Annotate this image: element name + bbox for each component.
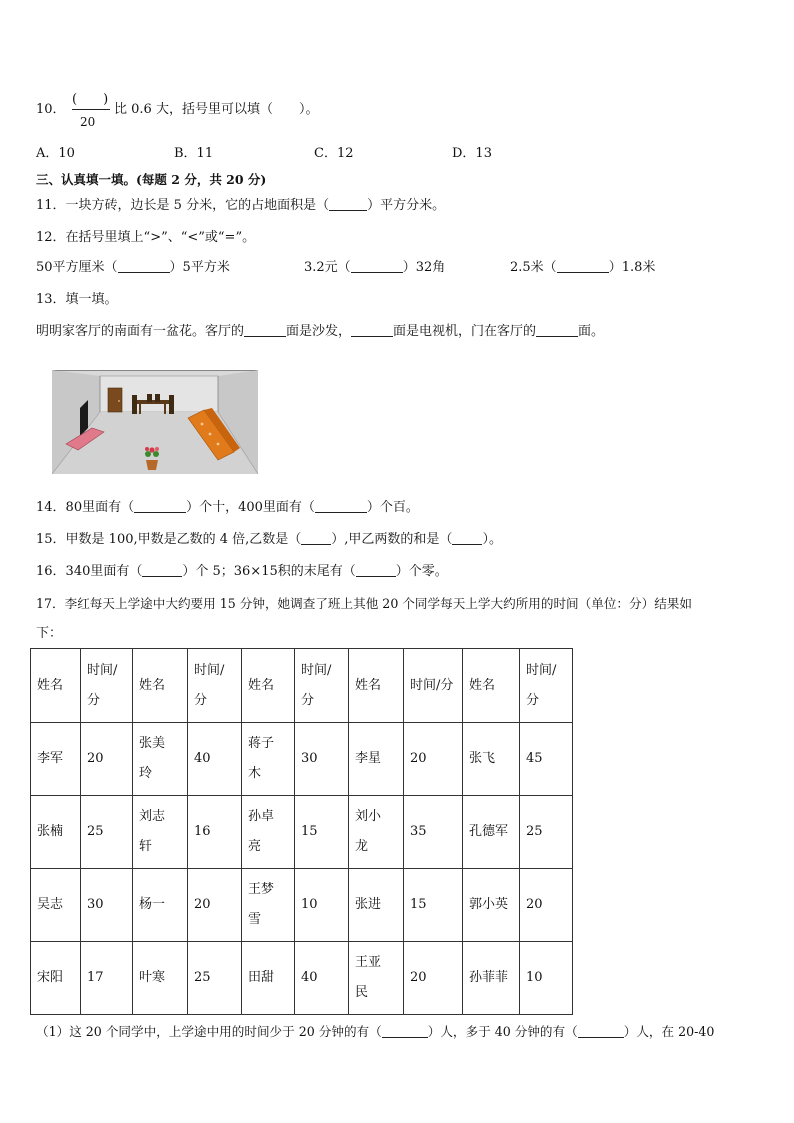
question-11 [36, 196, 445, 216]
living-room-illustration [52, 370, 258, 474]
table-header-cell: 时间/ 分 [188, 649, 242, 723]
time-cell: 25 [188, 942, 242, 1015]
time-cell: 20 [188, 869, 242, 942]
student-name-cell: 杨一 [133, 869, 188, 942]
q17-sub-1-blank-2[interactable] [578, 1023, 624, 1038]
q14-text-1: 14．80里面有（ [36, 500, 135, 515]
q10-fraction-bar [72, 109, 110, 110]
table-body [31, 649, 573, 1015]
q16-blank-2[interactable] [356, 562, 396, 577]
question-16 [36, 562, 448, 582]
q15-blank-1[interactable] [301, 530, 331, 545]
q11-text: 11．一块方砖，边长是 5 分米，它的占地面积是（ [36, 198, 330, 213]
student-name-cell: 孙卓 亮 [242, 796, 295, 869]
student-name-cell: 孔德军 [463, 796, 520, 869]
q15-blank-2[interactable] [452, 530, 482, 545]
table-header-cell: 姓名 [463, 649, 520, 723]
q11-text-end: ）平方分米。 [367, 198, 446, 213]
table-row [31, 869, 573, 942]
time-cell: 16 [188, 796, 242, 869]
time-cell: 45 [520, 723, 573, 796]
time-cell: 15 [404, 869, 463, 942]
commute-time-table [30, 648, 573, 1015]
q15-text-3: ）。 [482, 532, 502, 547]
student-name-cell: 刘小 龙 [349, 796, 404, 869]
q10-text: 比 0.6 大，括号里可以填（ ）。 [114, 102, 319, 117]
q14-text-2: ）个十，400里面有（ [186, 500, 315, 515]
student-name-cell: 宋阳 [31, 942, 81, 1015]
section-3-heading: 三、认真填一填。(每题 2 分，共 20 分) [36, 172, 267, 187]
q16-text-1: 16．340里面有（ [36, 564, 143, 579]
q10-fraction-numerator: ( ) [72, 92, 109, 107]
table-header-cell: 姓名 [242, 649, 295, 723]
table-header-cell: 姓名 [133, 649, 188, 723]
q16-text-2: ）个 5；36×15积的末尾有（ [182, 564, 356, 579]
question-12: 12．在括号里填上“>”、“<”或“=”。 [36, 230, 256, 245]
q13-blank-1[interactable] [244, 322, 286, 337]
time-cell: 35 [404, 796, 463, 869]
q10-option-c: C．12 [314, 146, 354, 161]
student-name-cell: 田甜 [242, 942, 295, 1015]
q14-text-3: ）个百。 [366, 500, 419, 515]
q13-text-2: 面是沙发， [286, 324, 352, 339]
table-row [31, 796, 573, 869]
time-cell: 10 [295, 869, 349, 942]
student-name-cell: 吴志 [31, 869, 81, 942]
door-icon [108, 388, 122, 412]
q12-item-3-right: ）1.8米 [608, 260, 656, 275]
q17-sub-1-text-2: ）人，多于 40 分钟的有（ [427, 1024, 578, 1039]
table-header-cell: 姓名 [31, 649, 81, 723]
q10-option-a: A．10 [36, 146, 75, 161]
student-name-cell: 张美 玲 [133, 723, 188, 796]
q12-item-2-right: ）32角 [402, 260, 446, 275]
q15-text-1: 15．甲数是 100,甲数是乙数的 4 倍,乙数是（ [36, 532, 302, 547]
student-name-cell: 张楠 [31, 796, 81, 869]
q17-sub-1 [36, 1022, 714, 1042]
q10-option-b: B．11 [174, 146, 214, 161]
q13-paragraph [36, 322, 604, 342]
time-cell: 20 [520, 869, 573, 942]
chair-icon [169, 395, 174, 414]
time-cell: 30 [295, 723, 349, 796]
flower-pot-icon [146, 460, 158, 470]
question-14 [36, 498, 419, 518]
time-cell: 30 [81, 869, 133, 942]
student-name-cell: 刘志 轩 [133, 796, 188, 869]
q16-blank-1[interactable] [142, 562, 182, 577]
q12-blank-1[interactable] [118, 258, 170, 273]
q15-text-2: ）,甲乙两数的和是（ [331, 532, 453, 547]
q12-item-2 [304, 258, 445, 278]
q12-blank-3[interactable] [557, 258, 609, 273]
question-17-line-1: 17．李红每天上学途中大约要用 15 分钟，她调查了班上其他 20 个同学每天上学大约所用的时间（单位：分）结果如 [36, 596, 692, 611]
chair-icon [147, 394, 152, 402]
student-name-cell: 张进 [349, 869, 404, 942]
time-cell: 20 [81, 723, 133, 796]
time-cell: 17 [81, 942, 133, 1015]
q17-sub-1-text-3: ）人，在 20-40 [623, 1024, 715, 1039]
table-header-cell: 时间/分 [404, 649, 463, 723]
question-13: 13．填一填。 [36, 292, 118, 307]
chair-icon [132, 395, 137, 414]
q14-blank-2[interactable] [315, 498, 367, 513]
q14-blank-1[interactable] [134, 498, 186, 513]
q12-item-3 [510, 258, 655, 278]
q13-text-4: 面。 [578, 324, 605, 339]
question-17-line-2: 下： [36, 626, 63, 641]
q10-number: 10． [36, 102, 66, 117]
q12-item-2-left: 3.2元（ [304, 260, 351, 275]
q13-blank-2[interactable] [351, 322, 393, 337]
q11-blank[interactable] [329, 196, 367, 211]
table-header-cell: 时间/ 分 [295, 649, 349, 723]
q16-text-3: ）个零。 [395, 564, 448, 579]
table-row [31, 723, 573, 796]
student-name-cell: 李军 [31, 723, 81, 796]
q12-item-1 [36, 258, 230, 278]
time-cell: 10 [520, 942, 573, 1015]
student-name-cell: 孙菲菲 [463, 942, 520, 1015]
q10-options [36, 144, 736, 164]
student-name-cell: 蒋子 木 [242, 723, 295, 796]
time-cell: 25 [520, 796, 573, 869]
table-header-cell: 时间/ 分 [81, 649, 133, 723]
q13-blank-3[interactable] [536, 322, 578, 337]
chair-icon [155, 394, 160, 402]
time-cell: 20 [404, 942, 463, 1015]
time-cell: 25 [81, 796, 133, 869]
table-header-cell: 时间/ 分 [520, 649, 573, 723]
table-header-row [31, 649, 573, 723]
q12-blank-2[interactable] [351, 258, 403, 273]
q12-item-1-left: 50平方厘米（ [36, 260, 118, 275]
q13-text-1: 明明家客厅的南面有一盆花。客厅的 [36, 324, 245, 339]
table-row [31, 942, 573, 1015]
student-name-cell: 郭小英 [463, 869, 520, 942]
q12-item-3-left: 2.5米（ [510, 260, 557, 275]
q17-sub-1-text-1: （1）这 20 个同学中，上学途中用的时间少于 20 分钟的有（ [36, 1024, 382, 1039]
time-cell: 40 [295, 942, 349, 1015]
time-cell: 20 [404, 723, 463, 796]
student-name-cell: 叶寒 [133, 942, 188, 1015]
q17-sub-1-blank-1[interactable] [382, 1023, 428, 1038]
time-cell: 40 [188, 723, 242, 796]
student-name-cell: 王亚 民 [349, 942, 404, 1015]
time-cell: 15 [295, 796, 349, 869]
student-name-cell: 王梦 雪 [242, 869, 295, 942]
question-15 [36, 530, 502, 550]
q10-option-d: D．13 [452, 146, 492, 161]
q12-item-1-right: ）5平方米 [169, 260, 230, 275]
student-name-cell: 张飞 [463, 723, 520, 796]
q13-text-3: 面是电视机，门在客厅的 [393, 324, 537, 339]
student-name-cell: 李星 [349, 723, 404, 796]
table-header-cell: 姓名 [349, 649, 404, 723]
q10-fraction-denominator: 20 [80, 115, 96, 129]
q10-fraction [72, 90, 112, 130]
table-icon [136, 400, 170, 404]
